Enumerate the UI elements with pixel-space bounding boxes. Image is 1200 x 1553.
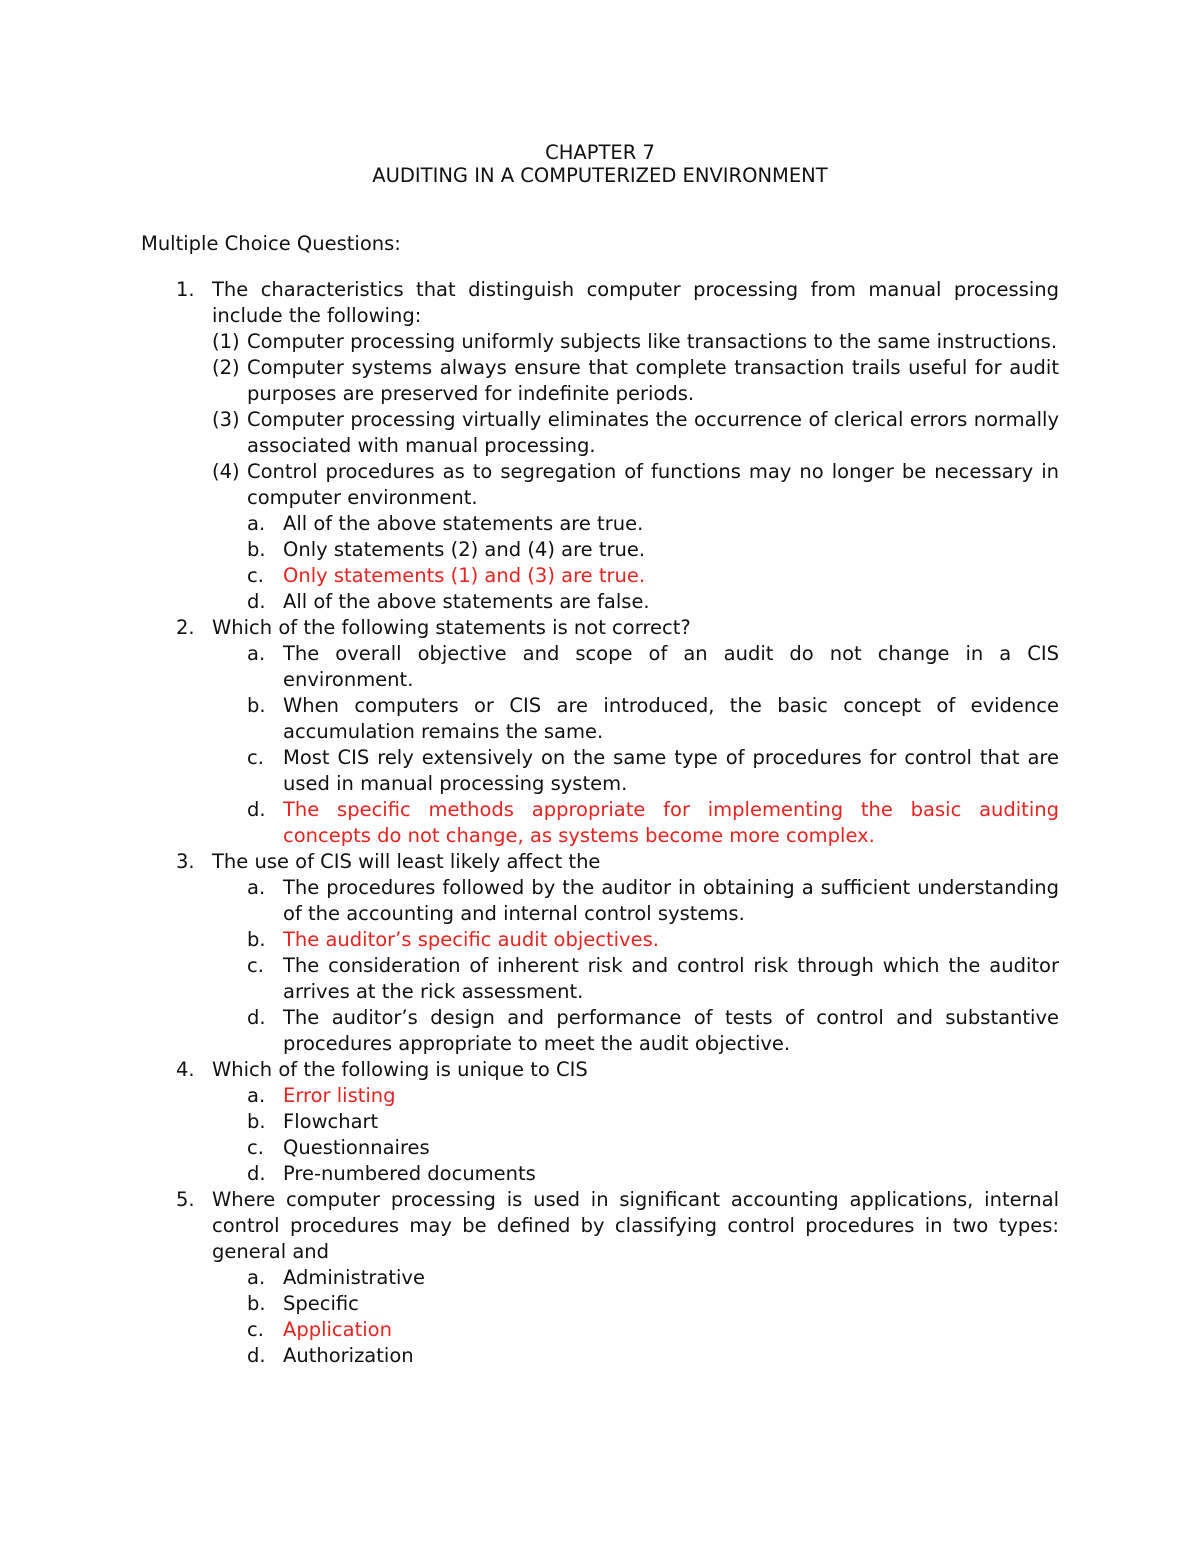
option-item [212, 693, 1059, 745]
question-number: 5. [176, 1188, 195, 1211]
option-item [212, 875, 1059, 927]
option-item-correct [212, 1083, 1059, 1109]
option-text: When computers or CIS are introduced, the basic concept of evidence accumulation remains the same. [283, 694, 1059, 743]
question-number: 1. [176, 278, 195, 301]
question-number: 3. [176, 850, 195, 873]
option-item [212, 1135, 1059, 1161]
statement-item [212, 329, 1059, 355]
option-item-correct [212, 563, 1059, 589]
option-letter: a. [247, 876, 266, 899]
option-letter: d. [247, 1162, 266, 1185]
statement-text: Control procedures as to segregation of functions may no longer be necessary in computer environment. [247, 460, 1059, 509]
option-letter: c. [247, 954, 264, 977]
option-letter: a. [247, 1266, 266, 1289]
option-item-correct [212, 1317, 1059, 1343]
option-item-correct [212, 927, 1059, 953]
question-4 [141, 1057, 1059, 1187]
question-1 [141, 277, 1059, 615]
option-text: All of the above statements are false. [283, 590, 650, 613]
option-list [212, 1265, 1059, 1369]
statement-text: Computer processing virtually eliminates the occurrence of clerical errors normally associated with manual processing. [247, 408, 1059, 457]
option-item [212, 537, 1059, 563]
option-item [212, 1343, 1059, 1369]
option-text: Questionnaires [283, 1136, 430, 1159]
option-letter: a. [247, 512, 266, 535]
option-letter: d. [247, 1344, 266, 1367]
statement-number: (2) [212, 356, 240, 379]
statement-number: (4) [212, 460, 240, 483]
option-item [212, 1291, 1059, 1317]
option-text: Authorization [283, 1344, 414, 1367]
option-letter: d. [247, 590, 266, 613]
option-letter: b. [247, 694, 266, 717]
option-list [212, 511, 1059, 615]
option-text: The auditor’s design and performance of tests of control and substantive procedures appropriate to meet the audit objective. [283, 1006, 1059, 1055]
question-text: The characteristics that distinguish computer processing from manual processing include the following: [212, 278, 1059, 327]
option-item [212, 1265, 1059, 1291]
question-text: Which of the following statements is not correct? [212, 616, 691, 639]
option-text: The procedures followed by the auditor in obtaining a sufficient understanding of the accounting and internal control systems. [283, 876, 1059, 925]
question-text: The use of CIS will least likely affect the [212, 850, 601, 873]
option-item [212, 1005, 1059, 1057]
chapter-title: AUDITING IN A COMPUTERIZED ENVIRONMENT [372, 164, 828, 187]
option-letter: b. [247, 1110, 266, 1133]
statement-text: Computer processing uniformly subjects like transactions to the same instructions. [247, 330, 1058, 353]
question-number: 4. [176, 1058, 195, 1081]
option-text: Flowchart [283, 1110, 379, 1133]
option-letter: d. [247, 798, 266, 821]
question-text: Where computer processing is used in significant accounting applications, internal control procedures may be defined by classifying control procedures in two types: general and [212, 1188, 1059, 1263]
option-item [212, 511, 1059, 537]
option-text: Specific [283, 1292, 359, 1315]
option-list [212, 1083, 1059, 1187]
option-list [212, 641, 1059, 849]
option-list [212, 875, 1059, 1057]
section-heading: Multiple Choice Questions: [141, 232, 401, 255]
statement-item [212, 459, 1059, 511]
option-item [212, 745, 1059, 797]
option-text: Administrative [283, 1266, 425, 1289]
question-2 [141, 615, 1059, 849]
option-text: Pre-numbered documents [283, 1162, 536, 1185]
question-3 [141, 849, 1059, 1057]
option-item [212, 641, 1059, 693]
option-text: The consideration of inherent risk and control risk through which the auditor arrives at the rick assessment. [283, 954, 1059, 1003]
option-letter: c. [247, 564, 264, 587]
option-letter: c. [247, 1136, 264, 1159]
question-list [141, 277, 1059, 1369]
question-number: 2. [176, 616, 195, 639]
option-letter: c. [247, 746, 264, 769]
option-letter: d. [247, 1006, 266, 1029]
statement-number: (1) [212, 330, 240, 353]
option-text: All of the above statements are true. [283, 512, 644, 535]
statement-item [212, 355, 1059, 407]
option-letter: a. [247, 642, 266, 665]
option-letter: b. [247, 1292, 266, 1315]
option-item [212, 1161, 1059, 1187]
option-text: Most CIS rely extensively on the same type of procedures for control that are used in manual processing system. [283, 746, 1059, 795]
option-letter: b. [247, 928, 266, 951]
option-text-correct: Application [283, 1318, 392, 1341]
option-item [212, 953, 1059, 1005]
option-text-correct: The auditor’s specific audit objectives. [283, 928, 659, 951]
statement-list [212, 329, 1059, 511]
option-text: The overall objective and scope of an audit do not change in a CIS environment. [283, 642, 1059, 691]
statement-number: (3) [212, 408, 240, 431]
option-item-correct [212, 797, 1059, 849]
chapter-number: CHAPTER 7 [545, 141, 655, 164]
option-letter: a. [247, 1084, 266, 1107]
question-text: Which of the following is unique to CIS [212, 1058, 588, 1081]
option-letter: c. [247, 1318, 264, 1341]
option-text: Only statements (2) and (4) are true. [283, 538, 646, 561]
question-5 [141, 1187, 1059, 1369]
option-text-correct: Only statements (1) and (3) are true. [283, 564, 646, 587]
option-text-correct: Error listing [283, 1084, 396, 1107]
option-text-correct: The specific methods appropriate for implementing the basic auditing concepts do not change, as systems become more complex. [283, 798, 1059, 847]
option-item [212, 589, 1059, 615]
option-item [212, 1109, 1059, 1135]
option-letter: b. [247, 538, 266, 561]
statement-text: Computer systems always ensure that complete transaction trails useful for audit purposes are preserved for indefinite periods. [247, 356, 1059, 405]
statement-item [212, 407, 1059, 459]
